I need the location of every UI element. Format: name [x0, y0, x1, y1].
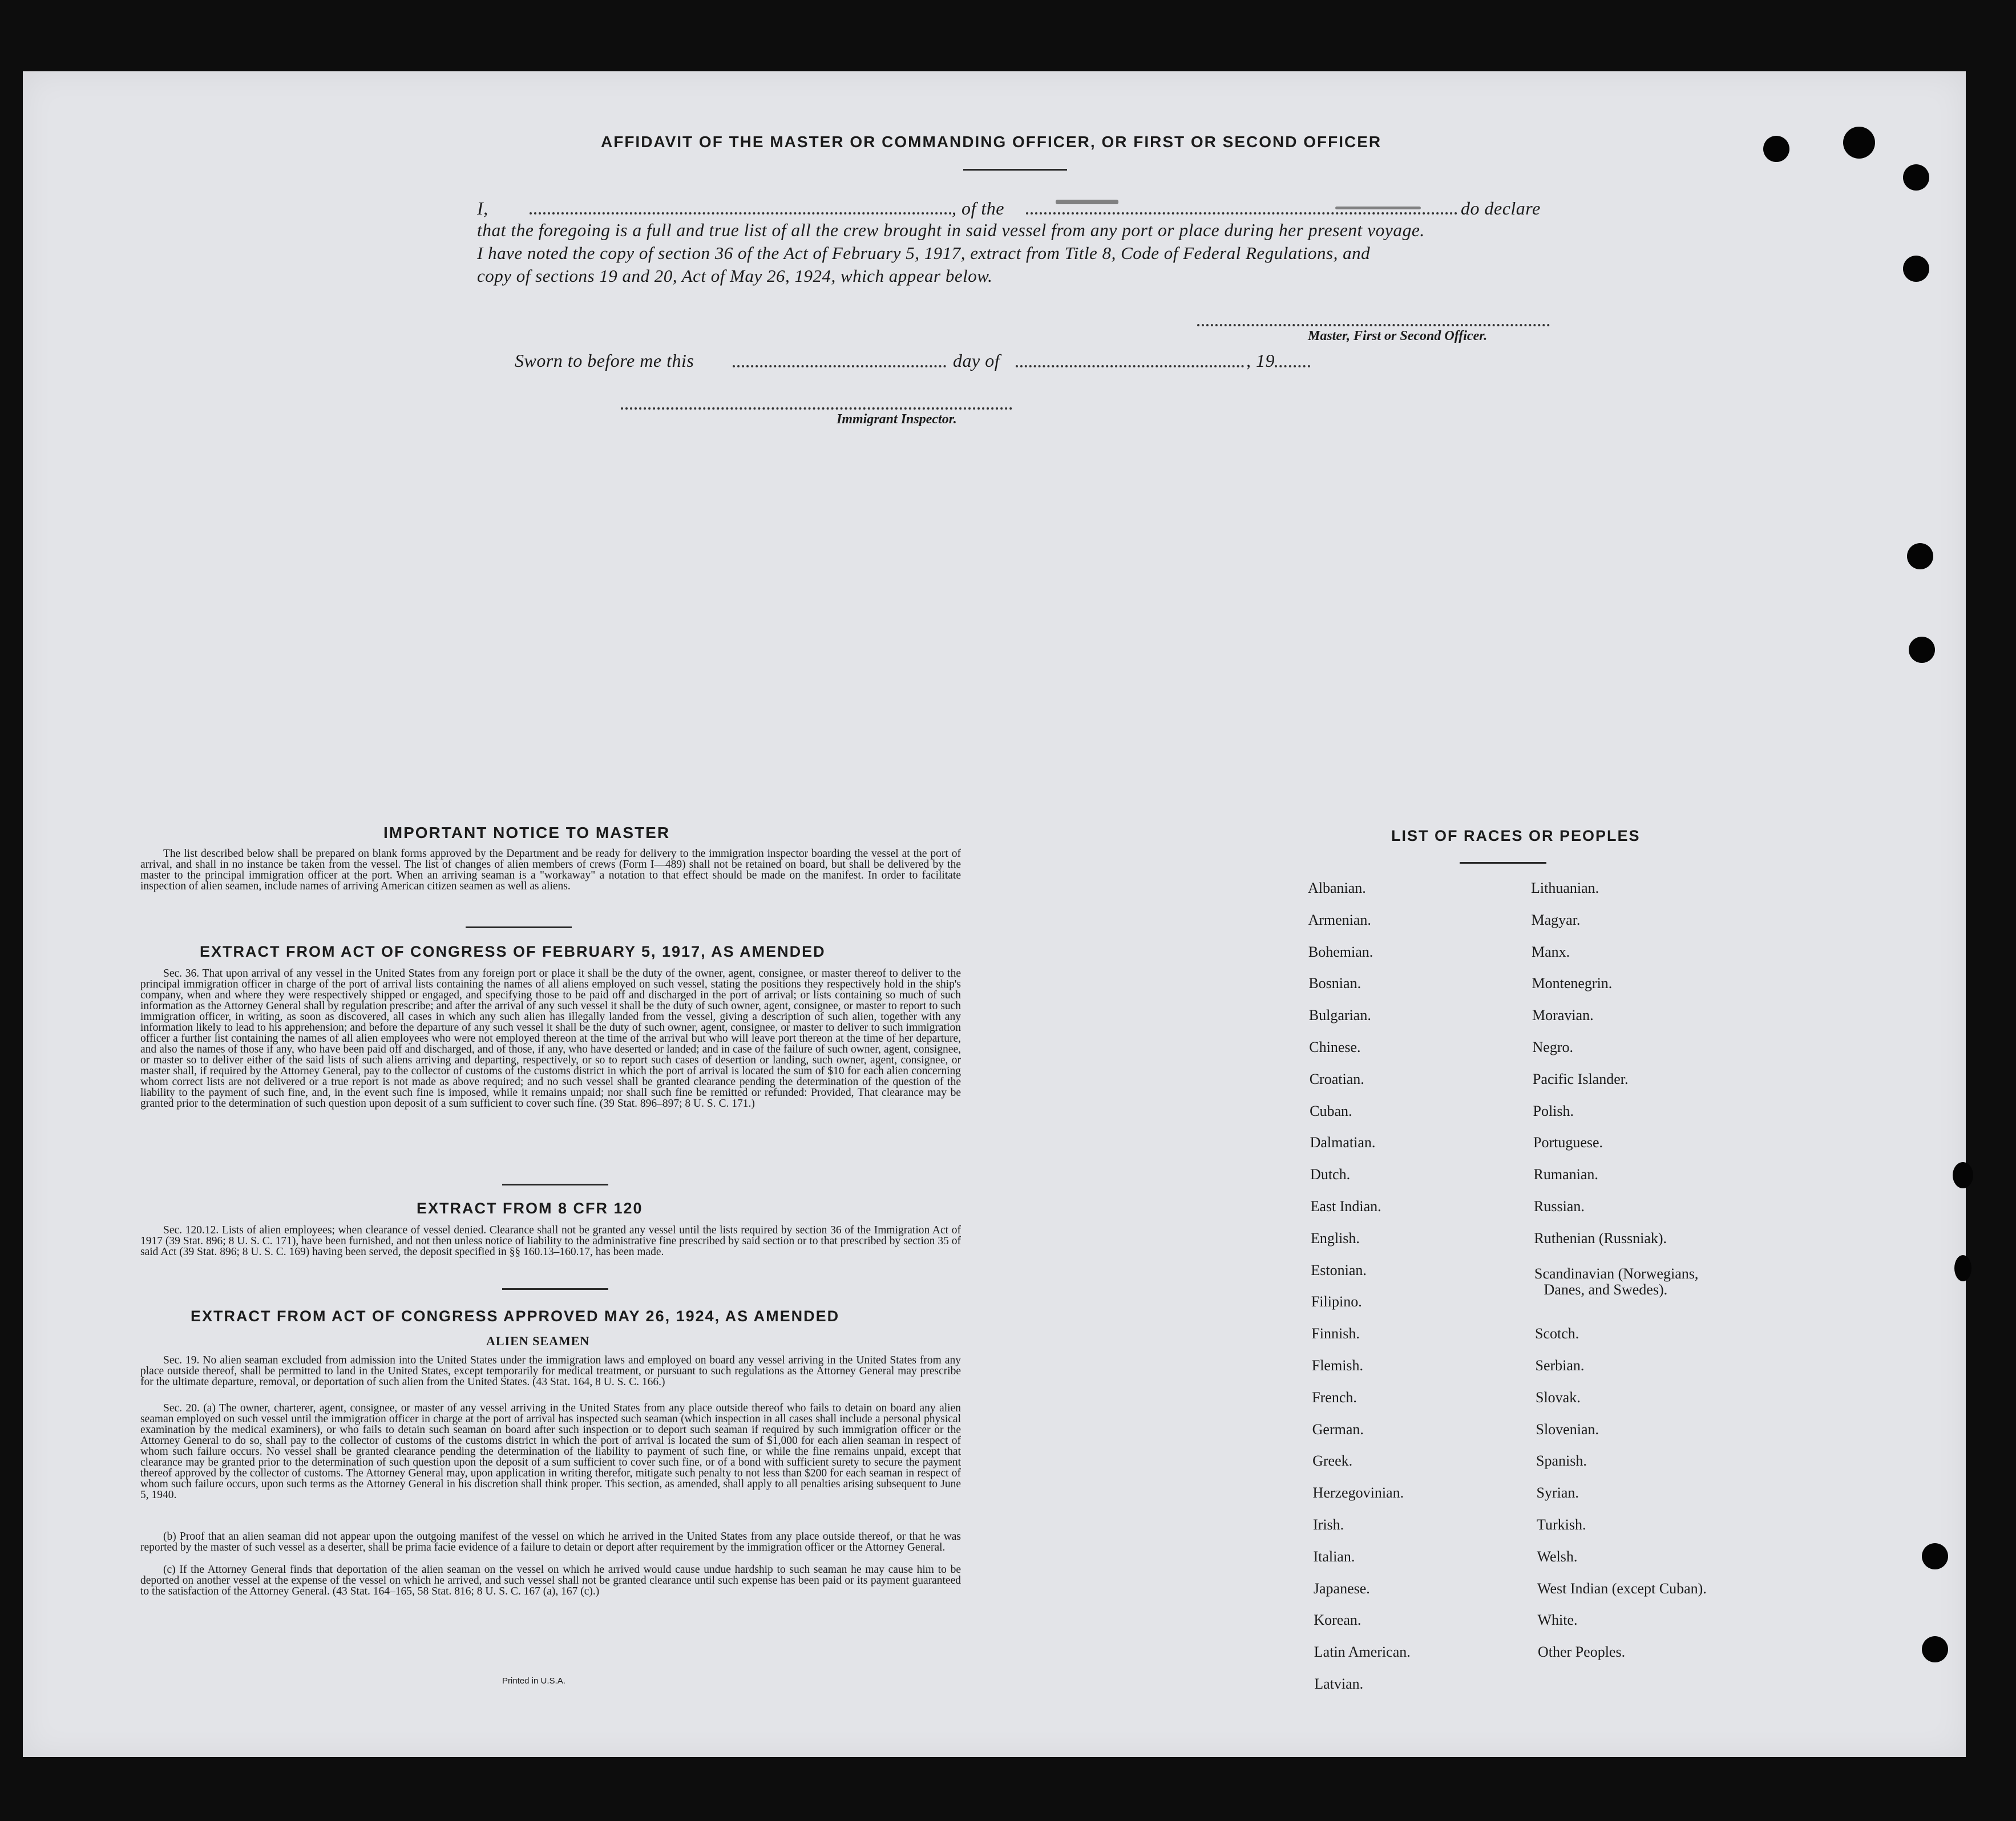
race-item: Irish.	[1313, 1516, 1344, 1533]
race-item: Flemish.	[1311, 1357, 1364, 1374]
race-item: Montenegrin.	[1532, 975, 1613, 992]
sworn-text: Sworn to before me this	[515, 350, 694, 371]
binder-hole	[1907, 543, 1933, 569]
race-item: Other Peoples.	[1538, 1644, 1626, 1661]
race-item: Bosnian.	[1308, 975, 1361, 992]
sworn-year-field[interactable]	[1275, 365, 1310, 367]
sec19-text: Sec. 19. No alien seaman excluded from admission into the United States under the immigration laws and employed on board any vessel arriving in the United States from any place outside thereof, shall be permitted to land in the United States, except temporarily for medical treatment, or pursuant to such regulations as the Attorney General may prescribe for the ultimate departure, removal, or deportation of such alien from the United States. (43 Stat. 164, 8 U. S. C. 166.)	[140, 1354, 961, 1388]
form-sheet	[23, 71, 1966, 1757]
binder-hole	[1903, 164, 1929, 191]
redaction-mark	[1335, 207, 1421, 209]
race-item: West Indian (except Cuban).	[1537, 1580, 1707, 1597]
race-item: German.	[1312, 1421, 1364, 1438]
race-item: Welsh.	[1537, 1548, 1578, 1565]
binder-hole	[1922, 1636, 1948, 1662]
race-item: Armenian.	[1308, 911, 1371, 928]
extract-1917-title: EXTRACT FROM ACT OF CONGRESS OF FEBRUARY 5, 1917, AS AMENDED	[200, 943, 826, 960]
affidavit-title: AFFIDAVIT OF THE MASTER OR COMMANDING OFFICER, OR FIRST OR SECOND OFFICER	[601, 133, 1382, 151]
race-item: French.	[1312, 1389, 1357, 1406]
race-item: Pacific Islander.	[1533, 1070, 1629, 1087]
race-item: Turkish.	[1537, 1516, 1586, 1533]
race-item: Albanian.	[1308, 880, 1366, 896]
sworn-month-field[interactable]	[1016, 365, 1244, 367]
redaction-mark	[1056, 200, 1118, 204]
race-item: White.	[1537, 1612, 1578, 1629]
races-divider	[1460, 862, 1546, 864]
race-item: Slovenian.	[1536, 1421, 1599, 1438]
sec20a-text: Sec. 20. (a) The owner, charterer, agent, consignee, or master of any vessel arriving in the United States from any place outside thereof who fails to detain on board any alien seaman employed on such vessel until the immigration officer in charge at the port of arrival has inspected such seaman (which inspection in all cases shall include a personal physical examination by the medical examiners), or who fails to detain such seaman on board after such inspection or to deport such seaman if required by such immigration officer or the Attorney General to do so, shall pay to the collector of customs of the customs district in which the port of arrival is located the sum of $1,000 for each alien seaman in respect of whom such failure occurs. No vessel shall be granted clearance pending the determination of the liability to payment of such fine, or while the fine remains unpaid, except that clearance may be granted prior to the determination of such question upon the deposit of a sum sufficient to cover such fine, or of a bond with sufficient surety to secure the payment thereof approved by the collector of customs. The Attorney General may, upon application in writing therefor, mitigate such penalty to not less than $200 for each seaman in respect of whom such failure occurs, upon such terms as the Attorney General in his discretion shall think proper. This section, as amended, shall apply to all penalties arising subsequent to June 5, 1940.	[140, 1402, 961, 1501]
race-item: Dalmatian.	[1310, 1134, 1376, 1151]
race-item: Filipino.	[1311, 1293, 1362, 1310]
affidavit-line-4: copy of sections 19 and 20, Act of May 26, 1924, which appear below.	[477, 266, 993, 286]
binder-hole	[1922, 1543, 1948, 1569]
race-item: Scandinavian (Norwegians,	[1534, 1265, 1699, 1282]
race-item: Moravian.	[1532, 1007, 1594, 1024]
section-divider	[502, 1184, 608, 1185]
sworn-day-of: day of	[953, 350, 1000, 371]
notice-title: IMPORTANT NOTICE TO MASTER	[383, 824, 670, 841]
title-divider	[963, 169, 1067, 171]
inspector-caption: Immigrant Inspector.	[837, 412, 957, 427]
affidavit-of-the: , of the	[952, 198, 1004, 218]
race-item: Croatian.	[1309, 1070, 1364, 1087]
race-item: English.	[1310, 1229, 1360, 1247]
extract-cfr-text: Sec. 120.12. Lists of alien employees; when clearance of vessel denied. Clearance shall not be granted any vessel until the lists required by section 36 of the Immigration Act of 1917 (39 Stat. 896; 8 U. S. C. 171), have been furnished, and not then unless notice of liability to the administrative fine prescribed by said section or to that prescribed by section 35 of said Act (39 Stat. 896; 8 U. S. C. 169) having been served, the deposit specified in §§ 160.13–160.17, has been made.	[140, 1224, 961, 1258]
affidavit-line-2: that the foregoing is a full and true list of all the crew brought in said vessel from any port or place during her present voyage.	[477, 220, 1425, 240]
race-item: Negro.	[1532, 1039, 1573, 1055]
race-item: Scotch.	[1535, 1325, 1579, 1342]
race-item: Herzegovinian.	[1312, 1484, 1404, 1502]
race-item: Bulgarian.	[1308, 1007, 1371, 1024]
master-name-field[interactable]	[530, 212, 952, 215]
extract-cfr-title: EXTRACT FROM 8 CFR 120	[417, 1200, 643, 1217]
race-item: Russian.	[1534, 1198, 1585, 1215]
race-item: Lithuanian.	[1531, 880, 1599, 896]
race-item: Korean.	[1314, 1612, 1361, 1629]
race-item: Spanish.	[1536, 1452, 1587, 1470]
alien-seamen-subtitle: ALIEN SEAMEN	[486, 1334, 590, 1348]
master-caption: Master, First or Second Officer.	[1308, 329, 1488, 343]
race-item: Ruthenian (Russniak).	[1534, 1229, 1667, 1247]
race-item: Manx.	[1532, 943, 1570, 960]
race-item: Rumanian.	[1533, 1166, 1598, 1183]
notice-text: The list described below shall be prepared on blank forms approved by the Department and be ready for delivery to the immigration inspector boarding the vessel at the port of arrival, and shall in no instance be taken from the vessel. The list of changes of alien members of crews (Form I—489) shall not be retained on board, but shall be delivered by the master to the principal immigration officer at the port. When an arriving seaman is a "workaway" a notation to that effect should be made on the manifest. In order to facilitate inspection of alien seamen, include names of arriving American citizen seamen as well as aliens.	[140, 848, 961, 892]
race-item: Japanese.	[1313, 1580, 1370, 1597]
race-item: Slovak.	[1536, 1389, 1581, 1406]
binder-hole	[1903, 256, 1929, 282]
race-item: Danes, and Swedes).	[1544, 1281, 1668, 1298]
race-item: Bohemian.	[1308, 943, 1373, 960]
races-title: LIST OF RACES OR PEOPLES	[1391, 827, 1641, 844]
affidavit-do-declare: do declare	[1461, 198, 1541, 218]
binder-hole	[1954, 1255, 1971, 1281]
race-item: Serbian.	[1535, 1357, 1585, 1374]
race-item: East Indian.	[1310, 1198, 1381, 1215]
race-item: Finnish.	[1311, 1325, 1360, 1342]
race-item: Cuban.	[1310, 1102, 1352, 1119]
binder-hole	[1843, 127, 1875, 159]
extract-1917-text: Sec. 36. That upon arrival of any vessel in the United States from any foreign port or place it shall be the duty of the owner, agent, consignee, or master thereof to deliver to the principal immigration officer in charge of the port of arrival lists containing the names of all aliens employed on such vessel, stating the positions they respectively hold in the ship's company, when and where they were respectively shipped or engaged, and specifying those to be paid off and discharged in the port of arrival; or lists containing so much of such information as the Attorney General shall by regulation prescribe; and after the arrival of any such vessel it shall be the duty of such owner, agent, consignee, or master to report to such immigration officer, in writing, as soon as discovered, all cases in which any such alien has illegally landed from the vessel, giving a description of such alien, together with any information likely to lead to his apprehension; and before the departure of any such vessel it shall be the duty of such owner, agent, consignee, or master to deliver to such immigration officer a further list containing the names of all alien employees who were not employed thereon at the time of the arrival but who will leave port thereon at the time of her departure, and also the names of those if any, who have been paid off and discharged, and of those, if any, who have deserted or landed; and in case of the failure of such owner, agent, consignee, or master so to deliver either of the said lists of such aliens arriving and departing, respectively, or so to report such cases of desertion or landing, such owner, agent, consignee, or master shall, if required by the Attorney General, pay to the collector of customs of the customs district in which the port of arrival is located the sum of $10 for each alien concerning whom correct lists are not delivered or a true report is not made as above required; and no such vessel shall be granted clearance pending the determination of the question of the liability to the payment of such fine, and, in the event such fine is imposed, while it remains unpaid; nor shall such fine be remitted or refunded: Provided, That clearance may be granted prior to the determination of such question upon deposit of a sum sufficient to cover such fine. (39 Stat. 896–897; 8 U. S. C. 171.)	[140, 968, 961, 1110]
race-item: Chinese.	[1309, 1039, 1361, 1055]
binder-hole	[1909, 637, 1935, 663]
affidavit-line-3: I have noted the copy of section 36 of the Act of February 5, 1917, extract from Title 8, Code of Federal Regulations, and	[477, 243, 1371, 263]
sec20c-text: (c) If the Attorney General finds that deportation of the alien seaman on the vessel on which he arrived would cause undue hardship to such seaman he may cause him to be deported on another vessel at the expense of the vessel on which he arrived, and such vessel shall not be granted clearance until such expense has been paid or its payment guaranteed to the satisfaction of the Attorney General. (43 Stat. 164–165, 58 Stat. 816; 8 U. S. C. 167 (a), 167 (c).)	[140, 1564, 961, 1597]
sworn-day-field[interactable]	[733, 365, 946, 367]
race-item: Latin American.	[1314, 1644, 1411, 1661]
master-signature-field[interactable]	[1197, 324, 1550, 326]
vessel-name-field[interactable]	[1026, 212, 1457, 215]
race-item: Polish.	[1533, 1102, 1574, 1119]
sec20b-text: (b) Proof that an alien seaman did not appear upon the outgoing manifest of the vessel on which he arrived in the United States from any place outside thereof, or that he was reported by the master of such vessel as a deserter, shall be prima facie evidence of a failure to detain or deport after requirement by the immigration officer or the Attorney General.	[140, 1531, 961, 1553]
section-divider	[502, 1288, 608, 1290]
section-divider	[466, 926, 572, 928]
race-item: Italian.	[1313, 1548, 1355, 1565]
sworn-year: , 19	[1246, 350, 1275, 371]
race-item: Portuguese.	[1533, 1134, 1603, 1151]
binder-hole	[1763, 136, 1789, 162]
race-item: Syrian.	[1536, 1484, 1579, 1502]
race-item: Estonian.	[1311, 1261, 1367, 1278]
affidavit-i: I,	[477, 198, 488, 218]
race-item: Magyar.	[1531, 911, 1581, 928]
binder-hole	[1953, 1162, 1973, 1188]
inspector-signature-field[interactable]	[621, 407, 1012, 410]
printed-in-usa: Printed in U.S.A.	[502, 1676, 565, 1686]
race-item: Latvian.	[1314, 1676, 1364, 1692]
extract-1924-title: EXTRACT FROM ACT OF CONGRESS APPROVED MAY 26, 1924, AS AMENDED	[191, 1308, 840, 1325]
race-item: Greek.	[1312, 1452, 1353, 1470]
race-item: Dutch.	[1310, 1166, 1351, 1183]
